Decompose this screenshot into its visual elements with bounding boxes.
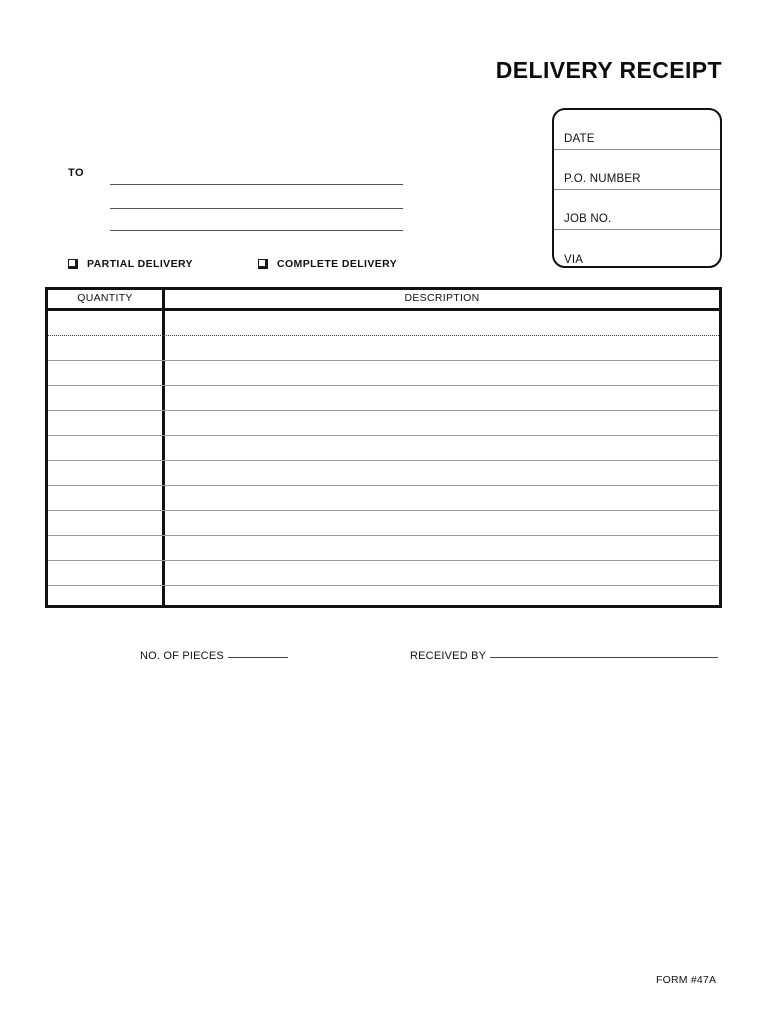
checkbox-label-partial-delivery: PARTIAL DELIVERY: [87, 258, 193, 270]
recipient-line-3[interactable]: [110, 230, 403, 231]
table-header-row: [48, 290, 719, 311]
column-header-quantity: QUANTITY: [77, 292, 133, 304]
info-label-date: DATE: [564, 133, 595, 145]
no-of-pieces-label: NO. OF PIECES: [140, 650, 224, 662]
table-row[interactable]: [48, 436, 719, 461]
form-number: FORM #47A: [656, 974, 717, 986]
column-header-description: DESCRIPTION: [404, 292, 480, 304]
recipient-line-2[interactable]: [110, 208, 403, 209]
table-row[interactable]: [48, 586, 719, 611]
table-row[interactable]: [48, 411, 719, 436]
table-row[interactable]: [48, 386, 719, 411]
info-row-po-number[interactable]: [554, 150, 720, 190]
checkbox-label-complete-delivery: COMPLETE DELIVERY: [277, 258, 398, 270]
table-row[interactable]: [48, 336, 719, 361]
table-row[interactable]: [48, 511, 719, 536]
no-of-pieces-rule[interactable]: [228, 657, 288, 658]
info-row-job-no[interactable]: [554, 190, 720, 230]
info-row-date[interactable]: [554, 110, 720, 150]
checkbox-complete-delivery[interactable]: [258, 258, 397, 270]
table-row[interactable]: [48, 486, 719, 511]
info-label-via: VIA: [564, 254, 584, 266]
info-label-job-no: JOB NO.: [564, 213, 612, 225]
header-info-box: [552, 108, 722, 268]
table-row[interactable]: [48, 361, 719, 386]
checkbox-icon[interactable]: [68, 259, 78, 269]
received-by-label: RECEIVED BY: [410, 650, 487, 662]
info-label-po-number: P.O. NUMBER: [564, 173, 641, 185]
table-row[interactable]: [48, 311, 719, 336]
received-by-rule[interactable]: [490, 657, 718, 658]
recipient-line-1[interactable]: [110, 184, 403, 185]
table-row[interactable]: [48, 561, 719, 586]
checkbox-icon[interactable]: [258, 259, 268, 269]
recipient-label: TO: [68, 167, 85, 179]
no-of-pieces-field[interactable]: [140, 650, 288, 662]
page-title: DELIVERY RECEIPT: [495, 57, 722, 83]
table-body: [48, 311, 719, 605]
checkbox-partial-delivery[interactable]: [68, 258, 193, 270]
line-items-table: [45, 287, 722, 608]
info-row-via[interactable]: [554, 230, 720, 268]
table-row[interactable]: [48, 536, 719, 561]
table-row[interactable]: [48, 461, 719, 486]
received-by-field[interactable]: [410, 650, 718, 662]
